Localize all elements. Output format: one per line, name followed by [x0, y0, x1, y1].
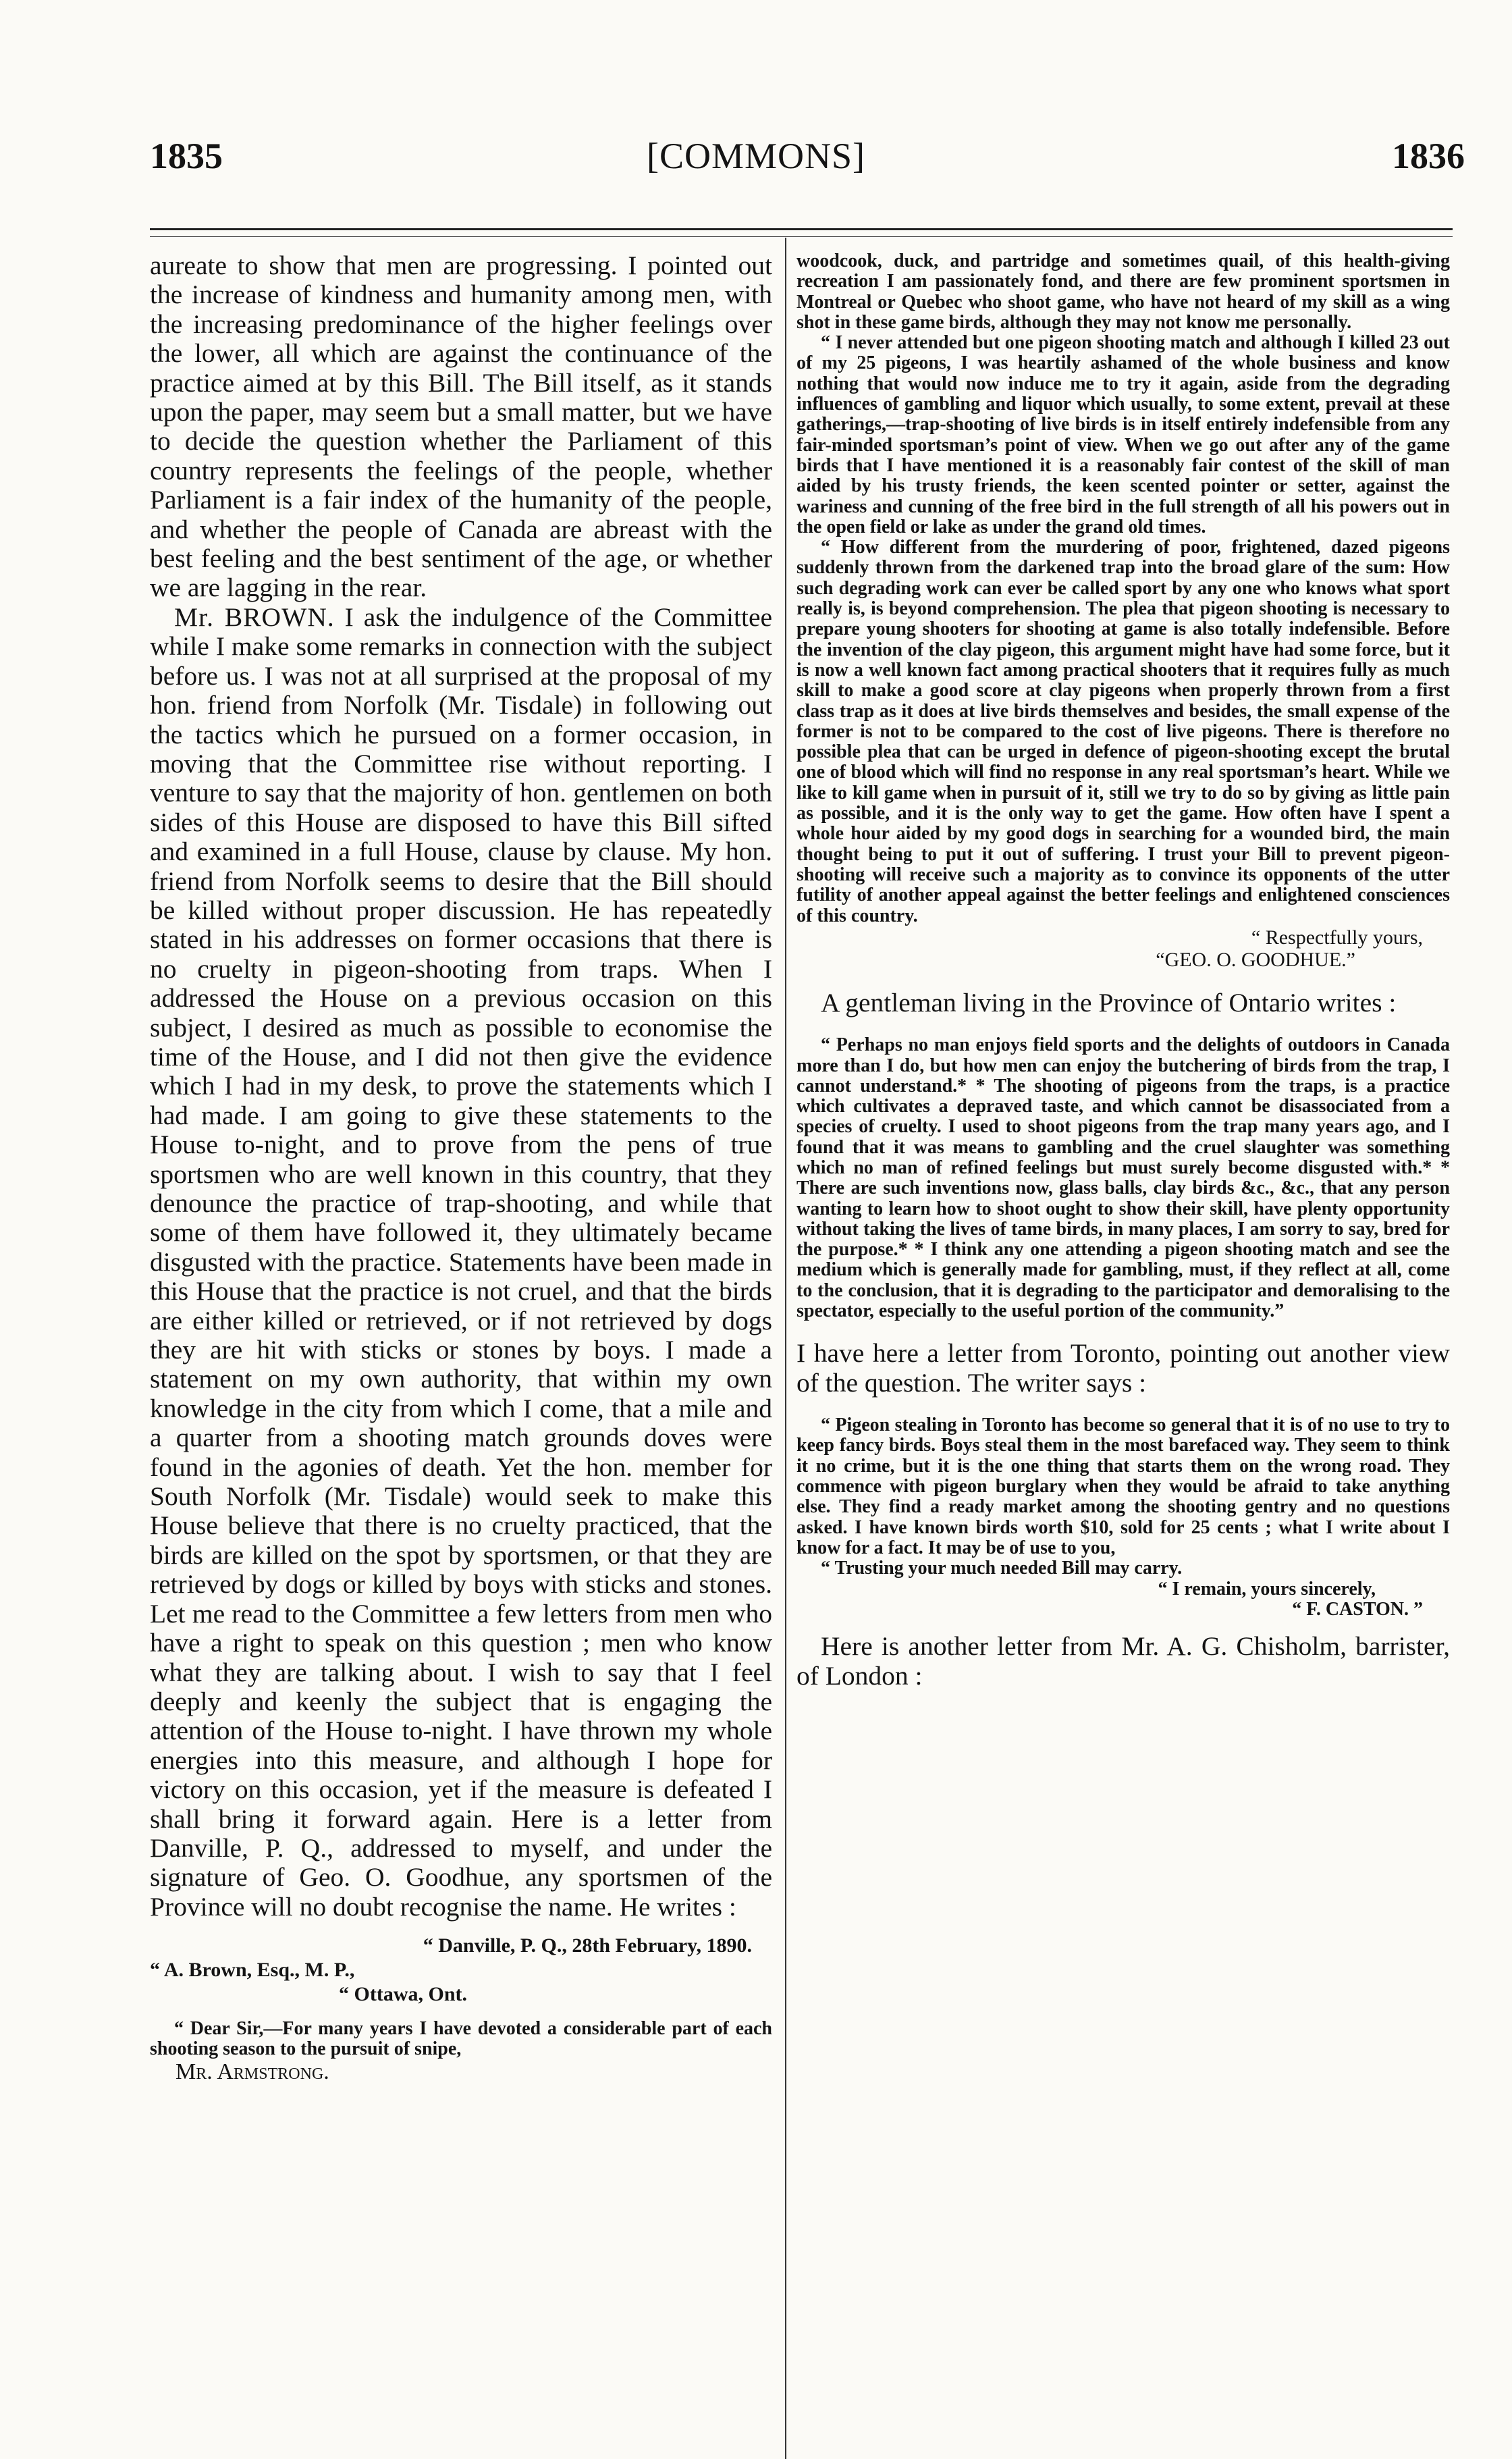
toronto-closing: “ Trusting your much needed Bill may carry. [821, 1558, 1183, 1579]
toronto-letter: “ Pigeon stealing in Toronto has become so general that it is of no use to try to keep fancy birds. Boys steal them in the most barefaced way. They seem to think it no crime, but it is the one thing that starts them on the wrong road. They commence with pigeon burglary when they would be afraid to take anything else. They find a ready market among the shooting gentry and no questions asked. I have known birds worth $10, sold for 25 cents ; what I write about I know for a fact. It may be of use to you, [796, 1414, 1450, 1558]
header-rule-thin [150, 236, 1453, 237]
left-column [150, 251, 772, 2084]
header-rule [150, 228, 1453, 230]
goodhue-letter-continued: woodcook, duck, and partridge and sometimes quail, of this health-giving recreation I am passionately fond, and there are few prominent sportsmen in Montreal or Quebec who shoot game, who have not heard of my skill as a wing shot in these game birds, although they may not know me personally. [796, 250, 1450, 333]
paragraph-brown [150, 603, 772, 1922]
goodhue-letter-paragraph-2: “ I never attended but one pigeon shooting match and although I killed 23 out of my 25 pigeons, I was heartily ashamed of the whole business and know nothing that would now induce me to try it again, aside from the degrading influences of gambling and liquor which usually, to some extent, prevail at these gatherings,—trap-shooting of live birds is in itself entirely indefensible from any fair-minded sportsman’s point of view. When we go out after any of the game birds that I have mentioned it is a reasonably fair contest of the skill of man aided by his trusty friends, the keen scented pointer or setter, against the wariness and cunning of the free bird in the full strength of all his powers out in the open field or lake as under the grand old times. [796, 332, 1450, 537]
paragraph-continuation: aureate to show that men are progressing. I pointed out the increase of kindness and humanity among men, with the increasing predominance of the higher feelings over the lower, all which are against the continuance of the practice aimed at by this Bill. The Bill itself, as it stands upon the paper, may seem but a small matter, but we have to decide the question whether the Parliament of this country represents the feelings of the people, whether Parliament is a fair index of the humanity of the people, and whether the people of Canada are abreast with the best feeling and the best sentiment of the age, or whether we are lagging in the rear. [150, 250, 772, 603]
letter-dateline: “ Danville, P. Q., 28th February, 1890. [423, 1934, 752, 1957]
letter-address-name: “ A. Brown, Esq., M. P., [150, 1959, 355, 1982]
ontario-intro: A gentleman living in the Province of Ontario writes : [821, 987, 1397, 1017]
speaker-name: Mr. BROWN. [174, 602, 335, 632]
goodhue-letter-paragraph-3: “ How different from the murdering of poor, frightened, dazed pigeons suddenly thrown from the darkened trap into the broad glare of the sum: How such degrading work can ever be called sport by any one who knows what sport really is, is beyond comprehension. The plea that pigeon shooting is necessary to prepare young shooters for shooting at game is also totally indefensible. Before the invention of the clay pigeon, this argument might have had some force, but it is now a well known fact among practical shooters that it requires fully as much skill to make a good score at clay pigeons when properly thrown from a first class trap as it does at live birds themselves and besides, the small expense of the former is not to be compared to the cost of live pigeons. There is therefore no possible plea that can be urged in defence of pigeon-shooting except the brutal one of blood which will find no response in any real sportsman’s heart. While we like to kill game when in pursuit of it, still we try to do so by giving as little pain as possible, and it is the only way to get the game. How often have I spent a whole hour aided by my good dogs in searching for a wounded bird, the main thought being to put it out of suffering. I trust your Bill to prevent pigeon-shooting will receive such a majority as to convince its opponents of the utter futility of another appeal against the better feelings and enlightened consciences of this country. [796, 537, 1450, 926]
chisholm-intro: Here is another letter from Mr. A. G. Chisholm, barrister, of London : [796, 1631, 1450, 1691]
toronto-signature: “ F. CASTON. ” [1292, 1598, 1423, 1620]
page-number-right: 1836 [1392, 136, 1465, 176]
toronto-valediction: “ I remain, yours sincerely, [1158, 1578, 1376, 1599]
page-number-left: 1835 [150, 136, 223, 176]
page-header [0, 135, 1512, 196]
running-footer-name: Mr. Armstrong. [176, 2059, 329, 2084]
ontario-letter: “ Perhaps no man enjoys field sports and the delights of outdoors in Canada more than I do, but how men can enjoy the butchering of birds from the trap, I cannot understand.* * The shooting of pigeons from the traps, is a practice which cultivates a depraved taste, and which cannot be disassociated from a species of cruelty. I used to shoot pigeons from the trap many years ago, and I found that it was means to gambling and the cruel slaughter was something which no man of refined feelings but must surely become disgusted with.* * There are such inventions now, glass balls, clay birds &c., &c., that any person wanting to learn how to shoot ought to show their skill, have plenty opportunity without taking the lives of tame birds, in many places, I am sorry to say, bred for the purpose.* * I think any one attending a pigeon shooting match and see the medium which is generally made for gambling, must, if they reflect at all, come to the conclusion, that it is degrading to the participator and demoralising to the spectator, especially to the useful portion of the community.” [796, 1034, 1450, 1322]
speech-text: I ask the indulgence of the Committee while I make some remarks in connection with the subject before us. I was not at all surprised at the proposal of my hon. friend from Norfolk (Mr. Tisdale) in following out the tactics which he pursued on a former occasion, in moving that the Committee rise without reporting. I venture to say that the majority of hon. gentlemen on both sides of this House are disposed to have this Bill sifted and examined in a full House, clause by clause. My hon. friend from Norfolk seems to desire that the Bill should be killed without proper discussion. He has repeatedly stated in his addresses on former occasions that there is no cruelty in pigeon-shooting from traps. When I addressed the House on a previous occasion on this subject, I desired as much as possible to economise the time of the House, and I did not then give the evidence which I had in my desk, to prove the statements which I had made. I am going to give these statements to the House to-night, and to prove from the pens of true sportsmen who are well known in this country, that they denounce the practice of trap-shooting, and while that some of them have followed it, they ultimately became disgusted with the practice. Statements have been made in this House that the practice is not cruel, and that the birds are either killed or retrieved, or if not retrieved by dogs they are hit with sticks or stones by boys. I made a statement on my own authority, that within my own knowledge in the city from which I come, that a mile and a quarter from a shooting match grounds doves were found in the agonies of death. Yet the hon. member for South Norfolk (Mr. Tisdale) would seek to make this House believe that there is no cruelty practiced, that the birds are killed on the spot by sportsmen, or that they are retrieved by dogs or killed by boys with sticks and stones. Let me read to the Committee a few letters from men who have a right to speak on this question ; men who know what they are talking about. I wish to say that I feel deeply and keenly the subject that is engaging the attention of the House to-night. I have thrown my whole energies into this measure, and although I hope for victory on this occasion, yet if the measure is defeated I shall bring it forward again. Here is a letter from Danville, P. Q., addressed to myself, and under the signature of Geo. O. Goodhue, any sportsmen of the Province will no doubt recognise the name. He writes : [150, 602, 773, 1922]
letter-address-place: “ Ottawa, Ont. [339, 1983, 467, 2006]
letter-opening: “ Dear Sir,—For many years I have devoted a considerable part of each shooting season to the pursuit of snipe, [150, 2018, 772, 2060]
column-divider [785, 238, 786, 2459]
toronto-intro: I have here a letter from Toronto, pointing out another view of the question. The writer says : [796, 1338, 1450, 1398]
right-column [796, 251, 1450, 1691]
goodhue-closing: “ Respectfully yours, [1251, 926, 1423, 949]
page-title: [COMMONS] [646, 136, 866, 176]
goodhue-signature: “GEO. O. GOODHUE.” [1156, 948, 1355, 971]
